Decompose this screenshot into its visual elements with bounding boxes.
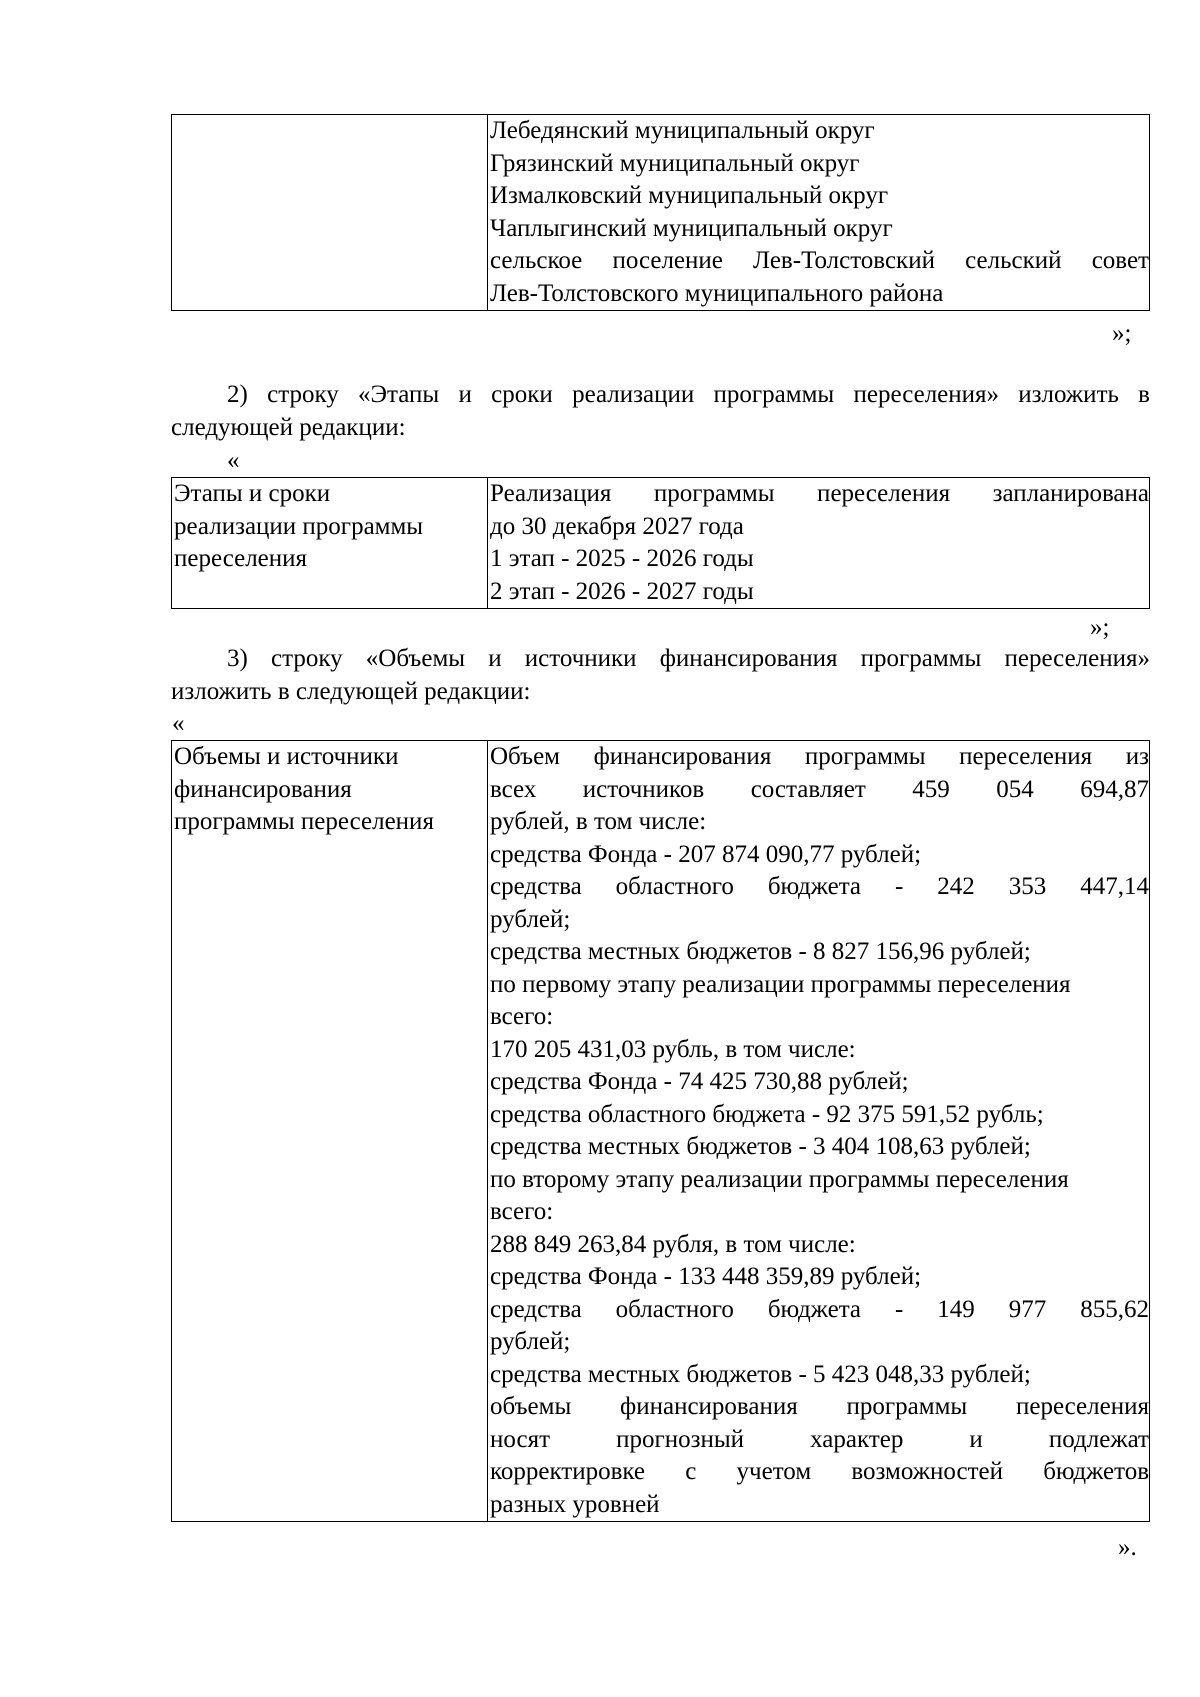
financing-value-cell	[488, 741, 1150, 1522]
value-line: носят прогнозный характер и подлежат	[490, 1425, 1149, 1453]
value-line: корректировке с учетом возможностей бюджетов	[490, 1458, 1149, 1485]
stages-table	[171, 477, 1150, 609]
list-item: Лебедянский муниципальный округ	[490, 117, 875, 144]
closing-quote: »;	[1090, 614, 1110, 641]
value-line: средства местных бюджетов - 3 404 108,63 рублей;	[490, 1133, 1031, 1160]
financing-table	[171, 740, 1150, 1522]
list-item: Чаплыгинский муниципальный округ	[490, 214, 893, 242]
paragraph-line: следующей редакции:	[171, 413, 406, 441]
value-line: до 30 декабря 2027 года	[490, 512, 744, 540]
table-row	[172, 115, 1150, 311]
municipalities-cell	[488, 115, 1150, 311]
value-line: всего:	[490, 1003, 554, 1030]
value-line: средства местных бюджетов - 5 423 048,33 рублей;	[490, 1360, 1031, 1388]
label-line: Объемы и источники	[174, 743, 399, 770]
stages-value-cell	[488, 478, 1150, 609]
list-item: Грязинский муниципальный округ	[490, 149, 860, 177]
list-item: Измалковский муниципальный округ	[490, 182, 889, 209]
value-line: объемы финансирования программы переселения	[490, 1393, 1149, 1420]
list-item: Лев-Толстовского муниципального района	[490, 279, 944, 307]
paragraph-line: изложить в следующей редакции:	[171, 677, 531, 705]
value-line: средства местных бюджетов - 8 827 156,96 рублей;	[490, 938, 1031, 965]
value-line: 288 849 263,84 рубля, в том числе:	[490, 1230, 856, 1258]
value-line: средства Фонда - 74 425 730,88 рублей;	[490, 1068, 909, 1095]
label-line: Этапы и сроки	[174, 480, 331, 507]
value-line: 170 205 431,03 рубль, в том числе:	[490, 1035, 856, 1063]
paragraph-line: 2) строку «Этапы и сроки реализации программы переселения» изложить в	[227, 381, 1150, 408]
label-line: переселения	[174, 545, 308, 572]
opening-quote: «	[172, 710, 185, 737]
stages-label-cell	[172, 478, 488, 609]
table-row	[172, 478, 1150, 609]
value-line: средства областного бюджета - 92 375 591,52 рубль;	[490, 1100, 1044, 1128]
value-line: рублей;	[490, 905, 571, 933]
value-line: средства областного бюджета - 242 353 447,14	[490, 873, 1149, 900]
value-line: средства Фонда - 133 448 359,89 рублей;	[490, 1263, 922, 1290]
value-line: рублей, в том числе:	[490, 808, 707, 835]
closing-quote: ».	[1118, 1534, 1137, 1561]
closing-quote: »;	[1112, 320, 1132, 347]
value-line: средства Фонда - 207 874 090,77 рублей;	[490, 840, 922, 868]
list-item: сельское поселение Лев-Толстовский сельский совет	[490, 247, 1149, 274]
label-line: реализации программы	[174, 512, 424, 540]
value-line: всего:	[490, 1198, 554, 1225]
value-line: 1 этап - 2025 - 2026 годы	[490, 545, 754, 572]
value-line: разных уровней	[490, 1490, 660, 1518]
value-line: 2 этап - 2026 - 2027 годы	[490, 577, 754, 605]
value-line: по первому этапу реализации программы переселения	[490, 970, 1071, 998]
table-cell-empty	[172, 115, 488, 311]
label-line: программы переселения	[174, 808, 434, 835]
opening-quote: «	[227, 447, 240, 474]
value-line: средства областного бюджета - 149 977 855,62	[490, 1295, 1149, 1323]
value-line: Реализация программы переселения запланирована	[490, 480, 1149, 507]
paragraph-item-2	[171, 379, 1150, 444]
table-row	[172, 741, 1150, 1522]
financing-label-cell	[172, 741, 488, 1522]
value-line: рублей;	[490, 1328, 571, 1355]
value-line: Объем финансирования программы переселения из	[490, 743, 1149, 770]
value-line: всех источников составляет 459 054 694,87	[490, 775, 1149, 803]
value-line: по второму этапу реализации программы переселения	[490, 1165, 1069, 1193]
paragraph-line: 3) строку «Объемы и источники финансирования программы переселения»	[227, 645, 1150, 672]
label-line: финансирования	[174, 775, 352, 803]
paragraph-item-3	[171, 643, 1150, 708]
municipalities-table	[171, 114, 1150, 311]
